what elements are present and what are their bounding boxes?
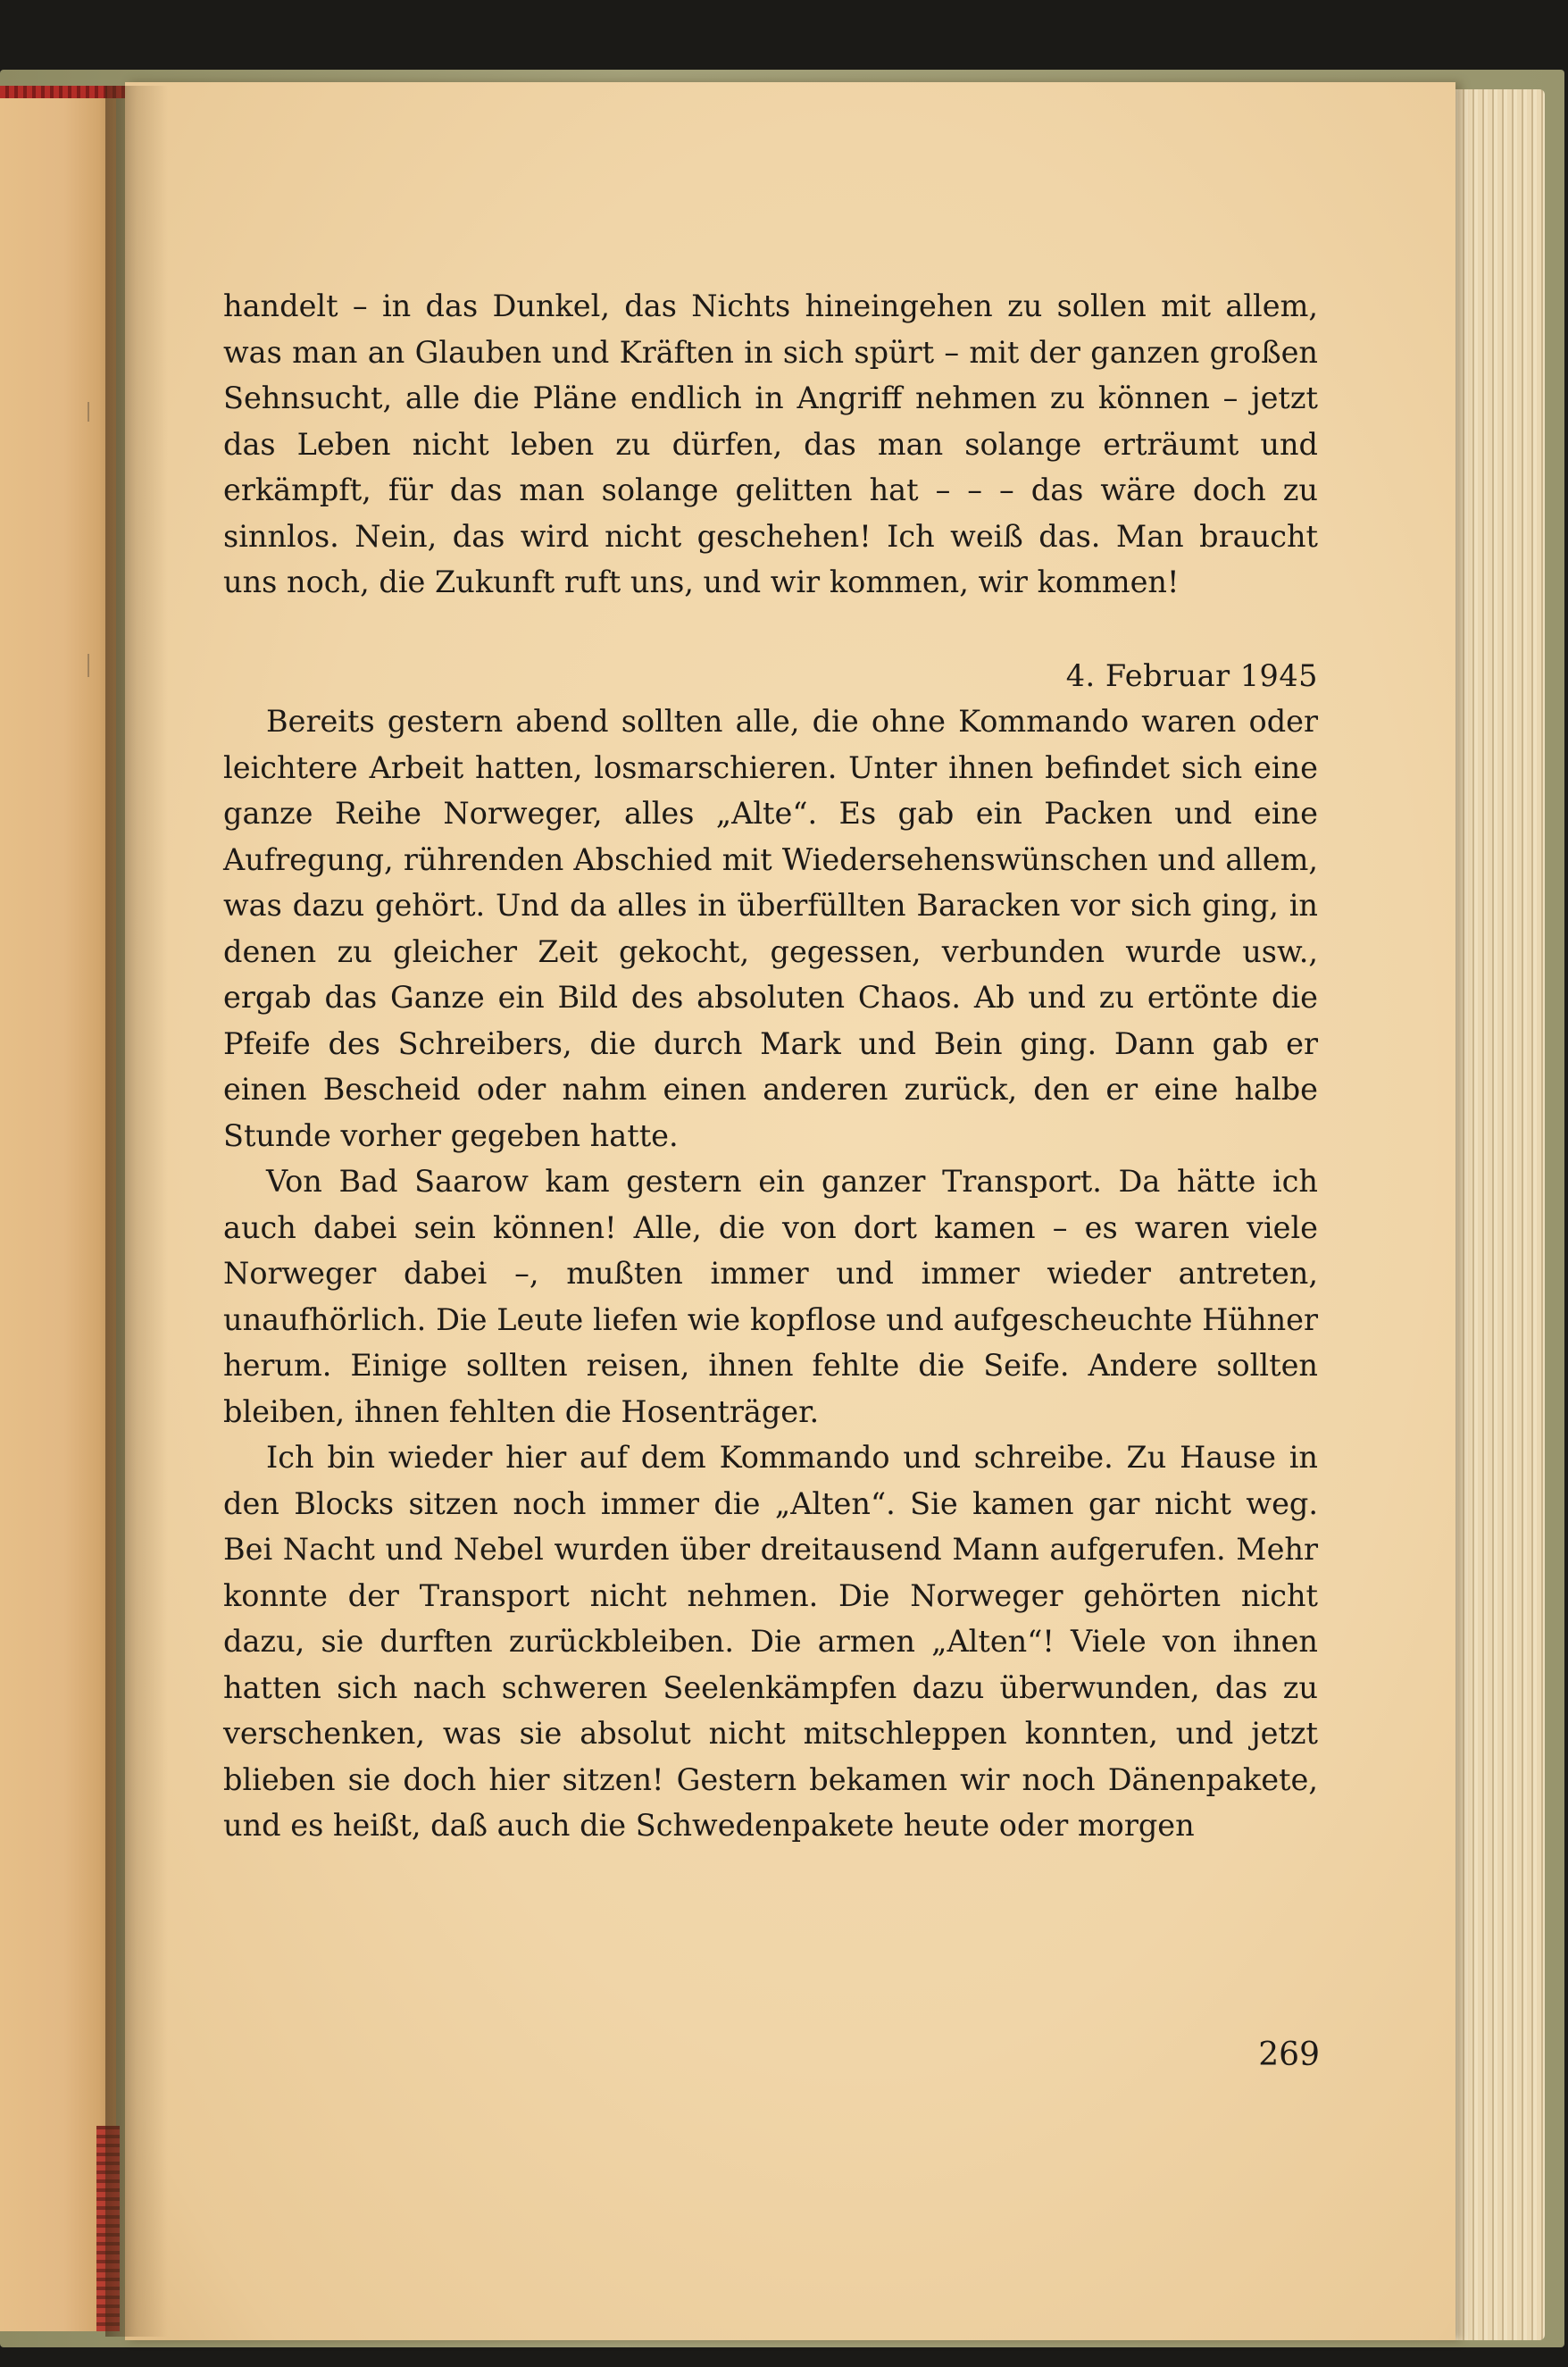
- paragraph: Bereits gestern abend sollten alle, die ohne Kommando waren oder leichtere Arbeit hatten, losmarschieren. Unter ihnen befindet sich eine ganze Reihe Norweger, alles „Alte“. Es gab ein Packen und eine Aufregung, rührenden Abschied mit Wiedersehenswünschen und allem, was dazu gehört. Und da alles in überfüllten Baracken vor sich ging, in denen zu gleicher Zeit gekocht, gegessen, verbunden wurde usw., ergab das Ganze ein Bild des absoluten Chaos. Ab und zu ertönte die Pfeife des Schreibers, die durch Mark und Bein ging. Dann gab er einen Bescheid oder nahm einen anderen zurück, den er eine halbe Stunde vorher gegeben hatte.: [223, 704, 1318, 1153]
- paper-mark: [88, 402, 89, 422]
- paper-mark: [88, 654, 89, 677]
- paragraph: Ich bin wieder hier auf dem Kommando und schreibe. Zu Hause in den Blocks sitzen noch immer die „Alten“. Sie kamen gar nicht weg. Bei Nacht und Nebel wurden über dreitausend Mann aufgerufen. Mehr konnte der Transport nicht nehmen. Die Norweger gehörten nicht dazu, sie durften zurückbleiben. Die armen „Alten“! Viele von ihnen hatten sich nach schweren Seelenkämpfen dazu überwunden, das zu verschenken, was sie absolut nicht mitschleppen konnten, und jetzt blieben sie doch hier sitzen! Gestern bekamen wir noch Dänenpakete, und es heißt, daß auch die Schwedenpakete heute oder morgen: [223, 1440, 1318, 1843]
- diary-date-heading: 4. Februar 1945: [1065, 657, 1318, 693]
- page-number: 269: [1258, 2037, 1320, 2073]
- page-text: [223, 283, 1318, 1849]
- left-facing-page: [0, 89, 116, 2331]
- paragraph: Von Bad Saarow kam gestern ein ganzer Transport. Da hätte ich auch dabei sein können! Alle, die von dort kamen – es waren viele Norweger dabei –, mußten immer und immer wieder antreten, unaufhörlich. Die Leute liefen wie kopflose und aufgescheuchte Hühner herum. Einige sollten reisen, ihnen fehlte die Seife. Andere sollten bleiben, ihnen fehlten die Hosenträger.: [223, 1164, 1318, 1429]
- book-page: [125, 82, 1455, 2340]
- paragraph-continuation: handelt – in das Dunkel, das Nichts hineingehen zu sollen mit allem, was man an Glauben und Kräften in sich spürt – mit der ganzen großen Sehnsucht, alle die Pläne endlich in Angriff nehmen zu können – jetzt das Leben nicht leben zu dürfen, das man solange erträumt und erkämpft, für das man solange gelitten hat – – – das wäre doch zu sinnlos. Nein, das wird nicht geschehen! Ich weiß das. Man braucht uns noch, die Zukunft ruft uns, und wir kommen, wir kommen!: [223, 289, 1318, 599]
- gutter-shadow: [105, 86, 168, 2337]
